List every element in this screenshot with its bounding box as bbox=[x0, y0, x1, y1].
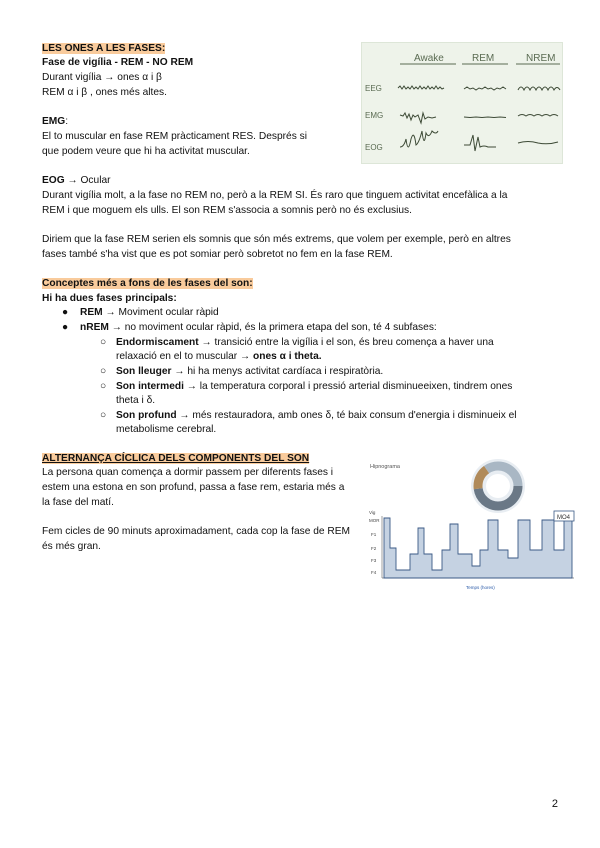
emg-rem-wave bbox=[464, 117, 506, 118]
eog-nrem-wave bbox=[518, 142, 558, 144]
x-axis-label: Temps (hores) bbox=[466, 585, 495, 590]
eog-heading bbox=[42, 174, 111, 188]
section1-line2: REM α i β , ones més altes. bbox=[42, 87, 167, 98]
hypnogram-stages bbox=[384, 516, 572, 578]
col-awake-label: Awake bbox=[414, 53, 444, 64]
y-tick-f3: F3 bbox=[371, 558, 377, 563]
nrem-text: → no moviment ocular ràpid, és la primera etapa del son, té 4 subfases: bbox=[108, 322, 437, 333]
rem-text: → Moviment ocular ràpid bbox=[102, 307, 219, 318]
sub4-line2: metabolisme cerebral. bbox=[116, 424, 217, 435]
rem-label: REM bbox=[80, 307, 103, 318]
donut-hole bbox=[486, 474, 510, 498]
y-tick-f1: F1 bbox=[371, 532, 377, 537]
waveform-figure bbox=[361, 42, 563, 164]
y-tick-f4: F4 bbox=[371, 570, 377, 575]
y-tick-f2: F2 bbox=[371, 546, 377, 551]
emg-nrem-wave bbox=[518, 115, 558, 117]
sub2-line bbox=[116, 365, 383, 379]
bullet-rem: ● bbox=[62, 307, 69, 318]
eog-label: EOG bbox=[42, 175, 65, 186]
eog-rem-wave bbox=[464, 135, 496, 151]
para1-text1: Diriem que la fase REM serien els somnis que són més extrems, que volem per exemple, però en altres bbox=[42, 234, 511, 245]
sub4-line1 bbox=[116, 409, 556, 423]
eeg-nrem-wave bbox=[518, 87, 560, 90]
sub3-label: Son intermedi bbox=[116, 381, 184, 392]
eog-awake-wave bbox=[400, 131, 438, 147]
sub2-label: Son lleuger bbox=[116, 366, 172, 377]
sub1-label: Endormiscament bbox=[116, 337, 199, 348]
hypnogram-svg bbox=[368, 458, 578, 593]
sub2-text: → hi ha menys activitat cardíaca i respiratòria. bbox=[171, 366, 384, 377]
sub3-text1: → la temperatura corporal i pressió arterial disminueeixen, tindrem ones bbox=[183, 381, 513, 392]
sub1-line2 bbox=[116, 350, 322, 364]
sub4-text1: → més restauradora, amb ones δ, té baix consum d'energia i disminueix el bbox=[176, 410, 517, 421]
sleep-donut bbox=[471, 459, 525, 513]
sub3-line2: theta i δ. bbox=[116, 395, 156, 406]
sub4-label: Son profund bbox=[116, 410, 177, 421]
section1-title-wrap bbox=[42, 42, 165, 56]
section3-text3: la fase del matí. bbox=[42, 497, 114, 508]
sub1-line1 bbox=[116, 336, 556, 350]
eog-text2: REM i que moguem els ulls. El son REM s'associa a somnis però no és exclusius. bbox=[42, 205, 412, 216]
section3-text5: és més gran. bbox=[42, 541, 101, 552]
row-emg-label: EMG bbox=[365, 111, 384, 120]
section3-text1: La persona quan comença a dormir passem per diferents fases i bbox=[42, 467, 334, 478]
section1-title: LES ONES A LES FASES: bbox=[42, 43, 166, 54]
sub3-line1 bbox=[116, 380, 556, 394]
section3-text2: estem una estona en son profund, passa a fase rem, estaria més a bbox=[42, 482, 345, 493]
section2-title: Conceptes més a fons de les fases del son: bbox=[42, 278, 253, 289]
circle-sub3: ○ bbox=[100, 381, 107, 392]
waveform-svg bbox=[362, 43, 562, 163]
circle-sub4: ○ bbox=[100, 410, 107, 421]
emg-text1: El to muscular en fase REM pràcticament RES. Després si bbox=[42, 131, 307, 142]
hypnogram-figure bbox=[368, 458, 578, 593]
section2-subtitle: Hi ha dues fases principals: bbox=[42, 293, 177, 304]
eog-text1: Durant vigília molt, a la fase no REM no, però a la REM SI. És raro que tinguem activitat encefàlica a la bbox=[42, 190, 508, 201]
emg-text2: que podem veure que hi ha activitat muscular. bbox=[42, 146, 250, 157]
row-eeg-label: EEG bbox=[365, 84, 382, 93]
page-number: 2 bbox=[551, 798, 558, 810]
sub1-text2b: ones α i theta. bbox=[253, 351, 322, 362]
section2-title-wrap bbox=[42, 277, 253, 291]
hypnogram-title: Hipnograma bbox=[370, 464, 400, 470]
section1-subtitle: Fase de vigília - REM - NO REM bbox=[42, 57, 194, 68]
emg-heading bbox=[42, 115, 68, 129]
eeg-rem-wave bbox=[464, 87, 506, 90]
para1-text2: fases també s'ha vist que es pot somiar però sobretot no fem en la fase REM. bbox=[42, 249, 393, 260]
sub1-text1: → transició entre la vigília i el son, és breu comença a haver una bbox=[198, 337, 494, 348]
emg-colon: : bbox=[65, 116, 69, 127]
emg-label: EMG bbox=[42, 116, 66, 127]
circle-sub1: ○ bbox=[100, 337, 107, 348]
nrem-item bbox=[80, 321, 437, 335]
section3-title: ALTERNANÇA CÍCLICA DELS COMPONENTS DEL SON bbox=[42, 453, 310, 464]
section3-text4: Fem cicles de 90 minuts aproximadament, cada cop la fase de REM bbox=[42, 526, 351, 537]
eog-rest: → Ocular bbox=[64, 175, 111, 186]
col-nrem-label: NREM bbox=[526, 53, 556, 64]
eeg-awake-wave bbox=[398, 86, 444, 89]
col-rem-label: REM bbox=[472, 53, 495, 64]
nrem-label: nREM bbox=[80, 322, 109, 333]
y-tick-vig: Vig bbox=[369, 510, 376, 515]
y-tick-mor: MOR bbox=[369, 518, 380, 523]
mo4-badge: MO4 bbox=[557, 515, 571, 521]
bullet-nrem: ● bbox=[62, 322, 69, 333]
row-eog-label: EOG bbox=[365, 143, 383, 152]
circle-sub2: ○ bbox=[100, 366, 107, 377]
rem-item bbox=[80, 306, 219, 320]
emg-awake-wave bbox=[400, 113, 436, 123]
section3-title-wrap bbox=[42, 452, 309, 466]
section1-line1: Durant vigília → ones α i β bbox=[42, 72, 162, 83]
sub1-text2a: relaxació en el to muscular → bbox=[116, 351, 254, 362]
